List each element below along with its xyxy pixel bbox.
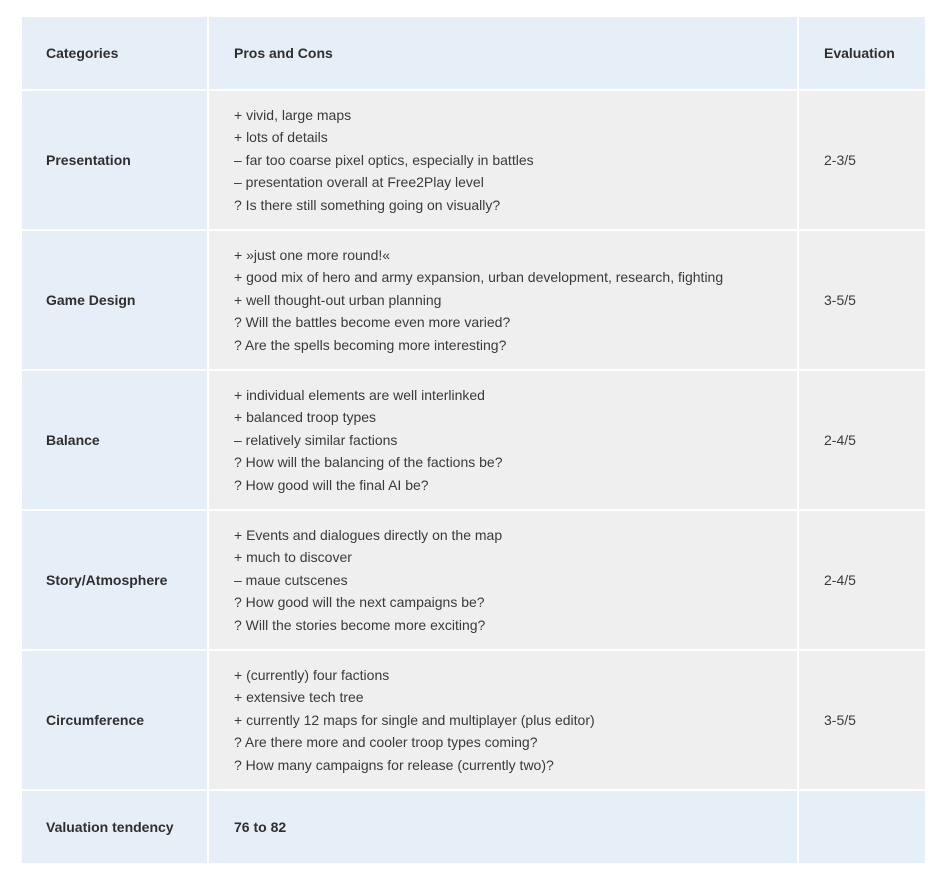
- pros-cons-line: – maue cutscenes: [234, 571, 348, 588]
- category-cell: Balance: [22, 371, 209, 509]
- valuation-tendency-value: 76 to 82: [209, 791, 799, 863]
- category-cell: Circumference: [22, 651, 209, 789]
- pros-cons-line: ? How many campaigns for release (currently two)?: [234, 756, 554, 773]
- header-evaluation: Evaluation: [799, 17, 925, 89]
- pros-cons-line: ? Will the stories become more exciting?: [234, 616, 486, 633]
- pros-cons-line: + currently 12 maps for single and multiplayer (plus editor): [234, 711, 595, 728]
- valuation-tendency-evaluation: [799, 791, 925, 863]
- pros-cons-line: + vivid, large maps: [234, 106, 352, 123]
- header-pros-cons: Pros and Cons: [209, 17, 799, 89]
- pros-cons-cell: [209, 231, 799, 369]
- evaluation-cell: 3-5/5: [799, 231, 925, 369]
- evaluation-table: [22, 17, 925, 865]
- pros-cons-line: + extensive tech tree: [234, 689, 364, 706]
- table-header: [22, 17, 925, 91]
- table-row: [22, 371, 925, 511]
- table-footer: [22, 791, 925, 865]
- pros-cons-line: ? Are there more and cooler troop types coming?: [234, 734, 538, 751]
- evaluation-cell: 2-3/5: [799, 91, 925, 229]
- pros-cons-line: + balanced troop types: [234, 409, 377, 426]
- valuation-tendency-label: Valuation tendency: [22, 791, 209, 863]
- pros-cons-line: ? How good will the final AI be?: [234, 476, 429, 493]
- pros-cons-line: + good mix of hero and army expansion, urban development, research, fighting: [234, 269, 724, 286]
- pros-cons-line: ? Is there still something going on visually?: [234, 196, 501, 213]
- pros-cons-line: + (currently) four factions: [234, 666, 390, 683]
- category-cell: Story/Atmosphere: [22, 511, 209, 649]
- table-row: [22, 651, 925, 791]
- pros-cons-line: + Events and dialogues directly on the map: [234, 526, 503, 543]
- category-cell: Game Design: [22, 231, 209, 369]
- pros-cons-line: + much to discover: [234, 549, 352, 566]
- pros-cons-line: ? How will the balancing of the factions be?: [234, 454, 503, 471]
- evaluation-cell: 2-4/5: [799, 371, 925, 509]
- table-row: [22, 231, 925, 371]
- pros-cons-line: – far too coarse pixel optics, especially in battles: [234, 151, 534, 168]
- pros-cons-line: + well thought-out urban planning: [234, 291, 442, 308]
- pros-cons-line: + »just one more round!«: [234, 246, 391, 263]
- pros-cons-cell: [209, 651, 799, 789]
- pros-cons-line: + lots of details: [234, 129, 328, 146]
- table-row: [22, 91, 925, 231]
- evaluation-cell: 2-4/5: [799, 511, 925, 649]
- category-cell: Presentation: [22, 91, 209, 229]
- pros-cons-line: ? Will the battles become even more varied?: [234, 314, 511, 331]
- pros-cons-line: ? Are the spells becoming more interesting?: [234, 336, 507, 353]
- table-row: [22, 511, 925, 651]
- pros-cons-cell: [209, 371, 799, 509]
- pros-cons-line: + individual elements are well interlinked: [234, 386, 485, 403]
- pros-cons-cell: [209, 511, 799, 649]
- pros-cons-line: ? How good will the next campaigns be?: [234, 594, 485, 611]
- header-categories: Categories: [22, 17, 209, 89]
- pros-cons-cell: [209, 91, 799, 229]
- pros-cons-line: – presentation overall at Free2Play level: [234, 174, 484, 191]
- pros-cons-line: – relatively similar factions: [234, 431, 398, 448]
- evaluation-cell: 3-5/5: [799, 651, 925, 789]
